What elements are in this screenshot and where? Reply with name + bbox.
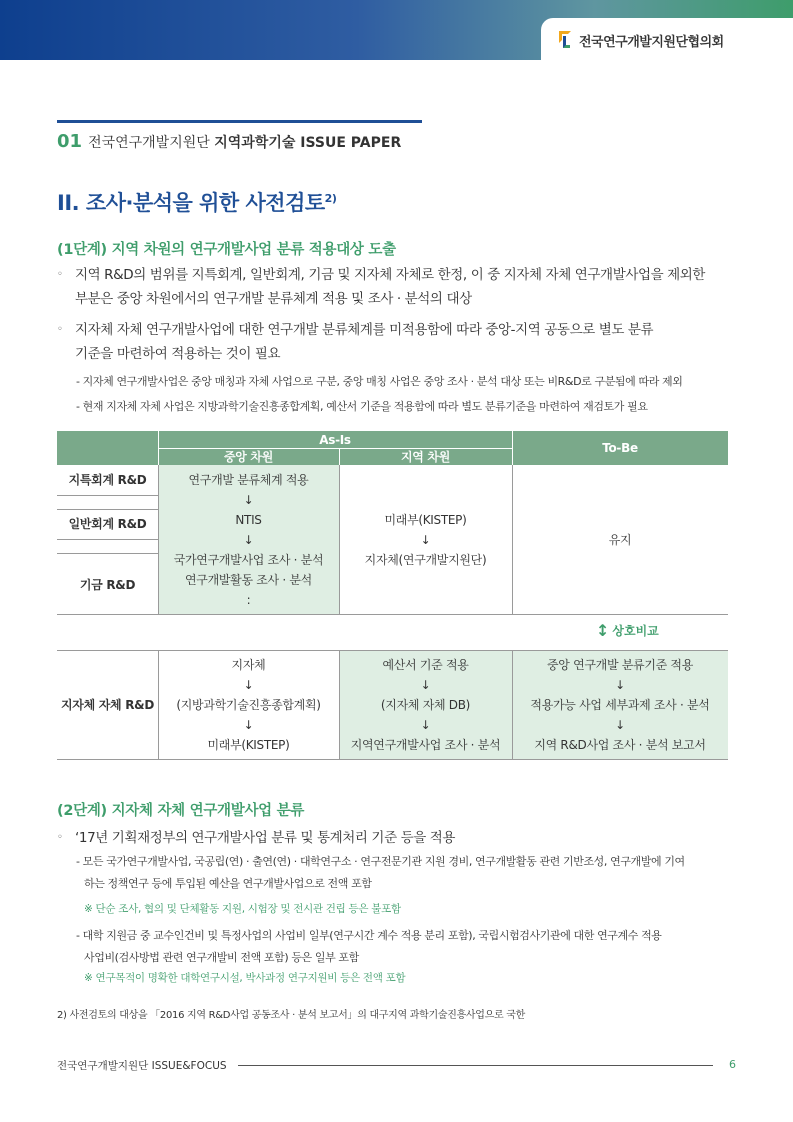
logo-icon [557, 29, 575, 51]
flow-step: 예산서 기준 적용 [382, 658, 469, 672]
row-label-local-rnd: 지자체 자체 R&D [61, 698, 154, 712]
to-be-value: 유지 [608, 532, 632, 547]
mutual-comparison [596, 621, 659, 640]
flow-step: 지자체(연구개발지원단) [364, 552, 487, 567]
flow-step: 국가연구개발사업 조사 · 분석 [173, 552, 324, 567]
bullet-marker: ◦ [57, 832, 63, 843]
bullet-text: 지역 R&D의 범위를 지특회계, 일반회계, 기금 및 지자체 자체로 한정, 이 중 지자체 자체 연구개발사업을 제외한 [75, 267, 706, 283]
regional-flow [339, 465, 512, 614]
flow-arrow: ↓ [243, 532, 254, 547]
central-header: 중앙 차원 [158, 448, 339, 465]
bullet-marker: ◦ [57, 324, 63, 335]
stage2-bullet [57, 826, 455, 850]
flow-arrow: ↓ [243, 678, 254, 692]
grid-line [339, 650, 340, 759]
flow-step: 미래부(KISTEP) [207, 738, 290, 752]
as-is-header: As-Is [158, 431, 512, 448]
regional-header: 지역 차원 [339, 448, 512, 465]
bullet-marker: ◦ [57, 269, 63, 280]
header-divider [512, 431, 513, 465]
stage1-heading: (1단계) 지역 차원의 연구개발사업 분류 적용대상 도출 [57, 242, 396, 258]
stage2-note-2: ※ 연구목적이 명확한 대학연구시설, 박사과정 연구지원비 등은 전액 포함 [84, 972, 406, 984]
sub-text: - 모든 국가연구개발사업, 국공립(연) · 출연(연) · 대학연구소 · 연구전문기관 지원 경비, 연구개발활동 관련 기반조성, 연구개발에 기여 [76, 855, 685, 868]
grid-line [57, 553, 158, 554]
sub-text: - 대학 지원금 중 교수인건비 및 특정사업의 사업비 일부(연구시간 계수 적용 분리 포함), 국립시험검사기관에 대한 연구계수 적용 [76, 929, 662, 942]
flow-arrow: ↓ [420, 678, 431, 692]
up-down-arrow-icon: ↕ [596, 621, 610, 640]
org-logo [541, 18, 793, 62]
flow-arrow: ↓ [243, 718, 254, 732]
stage2-sub-2 [76, 925, 662, 969]
flow-arrow: ↓ [615, 718, 625, 732]
page-number: 6 [729, 1058, 736, 1071]
publication-rule [57, 120, 422, 123]
publication-title: 지역과학기술 ISSUE PAPER [214, 135, 402, 151]
sub-text-cont: 하는 정책연구 등에 투입된 예산을 연구개발사업으로 전액 포함 [84, 877, 372, 890]
flow-step: 중앙 연구개발 분류기준 적용 [546, 658, 694, 672]
bullet-text-cont: 부분은 중앙 차원에서의 연구개발 분류체계 적용 및 조사 · 분석의 대상 [75, 291, 472, 307]
publication-number: 01 [57, 131, 83, 152]
local-col-budget [339, 651, 512, 759]
bullet-text: 지자체 자체 연구개발사업에 대한 연구개발 분류체계를 미적용함에 따라 중앙-지역 공동으로 별도 분류 [75, 322, 654, 338]
stage1-sub-1: - 지자체 연구개발사업은 중앙 매칭과 자체 사업으로 구분, 중앙 매칭 사업은 중앙 조사 · 분석 대상 또는 비R&D로 구분됨에 따라 제외 [76, 375, 683, 388]
footnote: 2) 사전검토의 대상을 「2016 지역 R&D사업 공동조사 · 분석 보고서」의 대구지역 과학기술진흥사업으로 국한 [57, 1010, 525, 1021]
local-col-to-be [512, 651, 728, 759]
flow-arrow: ↓ [243, 492, 254, 507]
flow-step: 연구개발활동 조사 · 분석 [185, 572, 312, 587]
stage1-sub-2: - 현재 지자체 자체 사업은 지방과학기술진흥종합계획, 예산서 기준을 적용함에 따라 별도 분류기준을 마련하여 재검토가 필요 [76, 400, 648, 413]
flow-step: 지역연구개발사업 조사 · 분석 [350, 738, 501, 752]
flow-arrow: ↓ [420, 532, 431, 547]
flow-step: 미래부(KISTEP) [384, 512, 467, 527]
grid-line [57, 495, 158, 496]
bullet-text: ‘17년 기획재정부의 연구개발사업 분류 및 통계처리 기준 등을 적용 [75, 830, 456, 846]
stage2-note-1: ※ 단순 조사, 협의 및 단체활동 지원, 시험장 및 전시관 건립 등은 불포함 [84, 903, 401, 915]
flow-arrow: ↓ [615, 678, 625, 692]
publication-org: 전국연구개발지원단 [88, 135, 210, 151]
stage2-heading: (2단계) 지자체 자체 연구개발사업 분류 [57, 803, 305, 819]
stage1-bullet-2 [57, 318, 653, 366]
grid-line [339, 465, 340, 614]
grid-line [57, 759, 728, 760]
section-title-text: II. 조사·분석을 위한 사전검토 [57, 191, 325, 215]
footer-title: 전국연구개발지원단 ISSUE&FOCUS [57, 1060, 227, 1072]
flow-step: NTIS [235, 512, 262, 527]
flow-ellipsis: : [246, 592, 251, 607]
header-divider [158, 431, 159, 465]
grid-line [57, 539, 158, 540]
footer-rule [238, 1065, 713, 1066]
logo-text: 전국연구개발지원단협의회 [579, 34, 724, 50]
bullet-text-cont: 기준을 마련하여 적용하는 것이 필요 [75, 346, 281, 362]
grid-line [512, 650, 513, 759]
compare-label: 상호비교 [612, 624, 659, 638]
row-label-general-account: 일반회계 R&D [68, 517, 147, 531]
grid-line [158, 465, 159, 614]
section-title [57, 187, 336, 217]
central-flow [158, 465, 339, 614]
stage1-bullet-1 [57, 263, 705, 311]
flow-step: 지역 R&D사업 조사 · 분석 보고서 [534, 738, 706, 752]
flow-arrow: ↓ [420, 718, 431, 732]
to-be-header: To-Be [512, 431, 728, 465]
local-col-regional [158, 651, 339, 759]
flow-step: (지자체 자체 DB) [380, 698, 471, 712]
grid-line [57, 509, 158, 510]
row-label-fund: 기금 R&D [79, 578, 136, 592]
stage2-sub-1 [76, 851, 685, 895]
header-divider [339, 448, 340, 465]
flow-step: (지방과학기술진흥종합계획) [176, 698, 321, 712]
row-label-special-account: 지특회계 R&D [68, 473, 147, 487]
flow-step: 지자체 [231, 658, 266, 672]
grid-line [158, 650, 159, 759]
publication-heading [57, 131, 401, 152]
flow-step: 적용가능 사업 세부과제 조사 · 분석 [530, 698, 710, 712]
grid-line [57, 614, 728, 615]
sub-text-cont: 사업비(검사방법 관련 연구개발비 전액 포함) 등은 일부 포함 [84, 951, 359, 964]
grid-line [512, 465, 513, 614]
footnote-ref: 2) [324, 192, 337, 205]
flow-step: 연구개발 분류체계 적용 [188, 472, 309, 487]
header-divider [158, 448, 512, 449]
table-corner [57, 431, 158, 465]
classification-table [57, 431, 728, 761]
